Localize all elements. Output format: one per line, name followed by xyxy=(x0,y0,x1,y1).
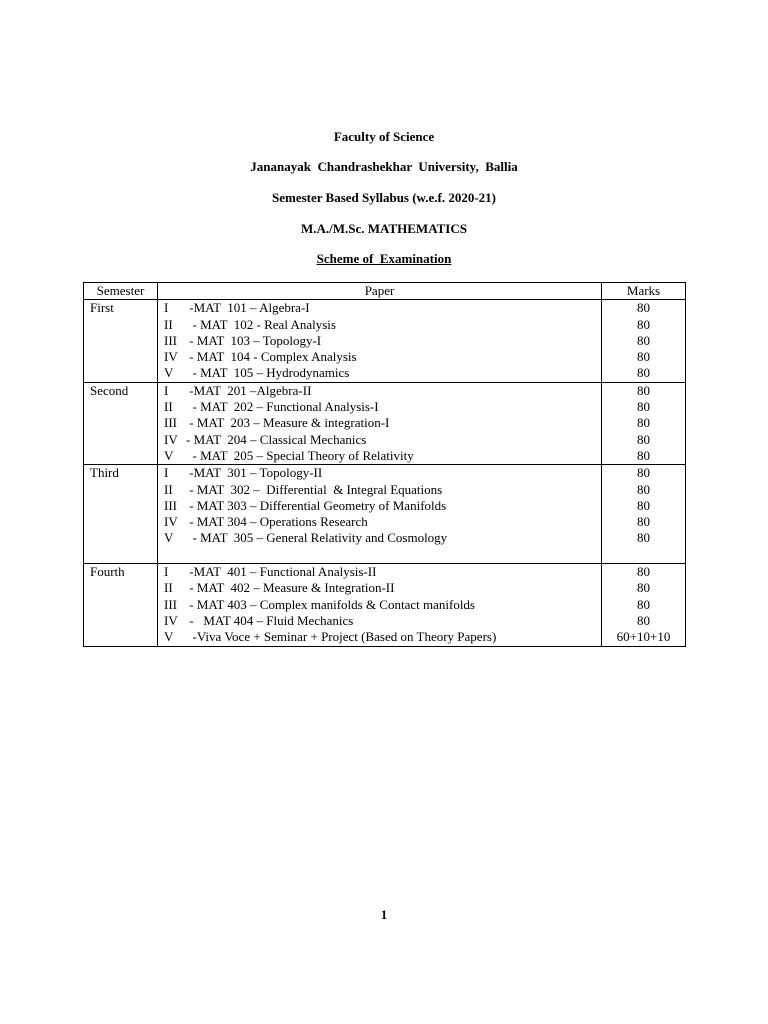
university-title: Jananayak Chandrashekhar University, Ballia xyxy=(250,159,518,174)
paper-numeral: IV xyxy=(164,349,178,365)
paper-numeral: I xyxy=(164,300,169,316)
paper-line xyxy=(164,564,595,580)
paper-line xyxy=(164,613,595,629)
paper-title: - MAT 402 – Measure & Integration-II xyxy=(186,580,395,596)
paper-line xyxy=(164,498,595,514)
paper-numeral: II xyxy=(164,399,173,415)
paper-title: - MAT 203 – Measure & integration-I xyxy=(186,415,390,431)
paper-marks: 80 xyxy=(637,447,650,463)
paper-line xyxy=(164,448,595,464)
semester-name: Third xyxy=(84,465,158,564)
paper-marks: 80 xyxy=(637,481,650,497)
paper-marks: 80 xyxy=(637,349,650,365)
marks-cell xyxy=(602,300,686,382)
paper-line xyxy=(164,465,595,481)
paper-marks: 80 xyxy=(637,316,650,332)
paper-line xyxy=(164,399,595,415)
table-row xyxy=(84,300,686,382)
paper-title: - MAT 303 – Differential Geometry of Manifolds xyxy=(186,497,447,513)
paper-line xyxy=(164,349,595,365)
paper-marks: 80 xyxy=(637,365,650,381)
paper-cell xyxy=(158,382,602,464)
paper-title: -MAT 401 – Functional Analysis-II xyxy=(186,564,377,580)
blank-line xyxy=(608,547,679,563)
page-number: 1 xyxy=(380,907,388,922)
paper-line xyxy=(164,580,595,596)
paper-marks: 80 xyxy=(637,415,650,431)
paper-numeral: I xyxy=(164,382,169,398)
paper-title: -MAT 301 – Topology-II xyxy=(186,465,323,481)
paper-numeral: IV xyxy=(164,431,178,447)
paper-marks: 60+10+10 xyxy=(616,629,671,645)
paper-numeral: IV xyxy=(164,612,178,628)
paper-marks: 80 xyxy=(637,596,650,612)
paper-title: - MAT 305 – General Relativity and Cosmology xyxy=(186,530,448,546)
table-row xyxy=(84,382,686,464)
paper-cell xyxy=(158,300,602,382)
paper-marks: 80 xyxy=(637,431,650,447)
paper-title: - MAT 102 - Real Analysis xyxy=(186,316,336,332)
paper-title: - MAT 204 – Classical Mechanics xyxy=(186,431,367,447)
paper-marks: 80 xyxy=(637,497,650,513)
paper-marks: 80 xyxy=(637,300,650,316)
semester-name: Second xyxy=(84,382,158,464)
paper-title: - MAT 304 – Operations Research xyxy=(186,514,368,530)
paper-numeral: I xyxy=(164,465,169,481)
paper-numeral: V xyxy=(164,629,174,645)
table-row xyxy=(84,465,686,564)
paper-numeral: II xyxy=(164,316,173,332)
paper-title: - MAT 104 - Complex Analysis xyxy=(186,349,357,365)
paper-numeral: II xyxy=(164,580,173,596)
paper-title: -Viva Voce + Seminar + Project (Based on Theory Papers) xyxy=(186,629,497,645)
paper-line xyxy=(164,317,595,333)
paper-line xyxy=(164,514,595,530)
paper-line xyxy=(164,597,595,613)
header-paper: Paper xyxy=(158,283,602,300)
paper-marks: 80 xyxy=(637,332,650,348)
marks-cell xyxy=(602,465,686,564)
semester-name: Fourth xyxy=(84,564,158,646)
paper-numeral: IV xyxy=(164,514,178,530)
paper-cell xyxy=(158,564,602,646)
course-title: M.A./M.Sc. MATHEMATICS xyxy=(301,221,467,236)
paper-marks: 80 xyxy=(637,399,650,415)
paper-marks: 80 xyxy=(637,612,650,628)
paper-title: - MAT 105 – Hydrodynamics xyxy=(186,365,350,381)
paper-line xyxy=(164,629,595,645)
header-semester: Semester xyxy=(84,283,158,300)
paper-marks: 80 xyxy=(637,530,650,546)
paper-title: -MAT 201 –Algebra-II xyxy=(186,382,312,398)
paper-title: - MAT 403 – Complex manifolds & Contact manifolds xyxy=(186,596,475,612)
paper-line xyxy=(164,333,595,349)
paper-numeral: V xyxy=(164,530,174,546)
paper-line xyxy=(164,415,595,431)
paper-numeral: II xyxy=(164,481,173,497)
paper-numeral: III xyxy=(164,415,177,431)
scheme-title: Scheme of Examination xyxy=(316,251,452,266)
paper-line xyxy=(164,482,595,498)
paper-numeral: V xyxy=(164,365,174,381)
paper-cell xyxy=(158,465,602,564)
paper-numeral: III xyxy=(164,497,177,513)
paper-numeral: V xyxy=(164,447,174,463)
table-header-row xyxy=(84,283,686,300)
blank-line xyxy=(164,547,595,563)
paper-marks: 80 xyxy=(637,382,650,398)
faculty-title: Faculty of Science xyxy=(333,129,435,144)
marks-cell xyxy=(602,382,686,464)
paper-title: - MAT 302 – Differential & Integral Equations xyxy=(186,481,443,497)
paper-marks: 80 xyxy=(637,564,650,580)
paper-numeral: I xyxy=(164,564,169,580)
paper-marks: 80 xyxy=(637,580,650,596)
paper-numeral: III xyxy=(164,596,177,612)
paper-marks: 80 xyxy=(637,514,650,530)
header-marks: Marks xyxy=(602,283,686,300)
paper-marks: 80 xyxy=(637,465,650,481)
paper-title: -MAT 101 – Algebra-I xyxy=(186,300,310,316)
marks-cell xyxy=(602,564,686,646)
paper-title: - MAT 202 – Functional Analysis-I xyxy=(186,399,379,415)
paper-title: - MAT 103 – Topology-I xyxy=(186,332,322,348)
semester-name: First xyxy=(84,300,158,382)
paper-line xyxy=(164,530,595,546)
exam-scheme-table xyxy=(83,282,686,647)
paper-numeral: III xyxy=(164,332,177,348)
paper-title: - MAT 205 – Special Theory of Relativity xyxy=(186,447,414,463)
table-row xyxy=(84,564,686,646)
paper-title: - MAT 404 – Fluid Mechanics xyxy=(186,612,354,628)
paper-line xyxy=(164,432,595,448)
paper-line xyxy=(164,300,595,316)
syllabus-title: Semester Based Syllabus (w.e.f. 2020-21) xyxy=(271,190,496,205)
paper-line xyxy=(164,365,595,381)
paper-line xyxy=(164,383,595,399)
